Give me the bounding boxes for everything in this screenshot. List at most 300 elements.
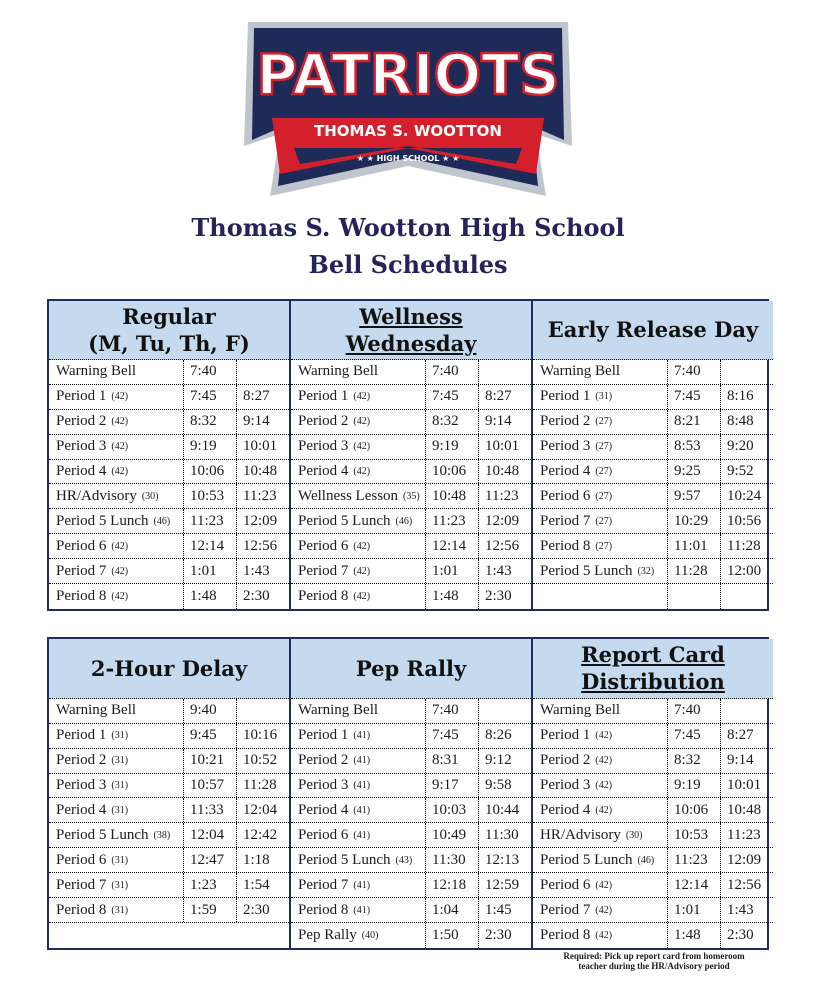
period-name xyxy=(49,724,183,748)
start-time: 9:19 xyxy=(183,435,236,459)
schedule-row xyxy=(533,385,773,410)
end-time: 8:27 xyxy=(720,724,773,748)
period-label: Period 5 Lunch xyxy=(540,562,633,579)
schedule-row xyxy=(533,848,773,873)
period-label: Period 4 xyxy=(540,462,591,479)
schedule-row xyxy=(291,435,531,460)
schedule-row xyxy=(49,848,289,873)
period-name xyxy=(49,484,183,508)
end-time: 12:04 xyxy=(236,798,289,822)
footnote-line: Required: Pick up report card from homeroom xyxy=(563,951,745,961)
end-time xyxy=(236,699,289,723)
period-minutes: (41) xyxy=(353,730,371,742)
start-time: 1:48 xyxy=(667,923,720,948)
end-time: 11:28 xyxy=(720,534,773,558)
period-label: Period 1 xyxy=(540,727,591,744)
end-time xyxy=(720,360,773,384)
schedule-title-line: Pep Rally xyxy=(355,655,467,681)
period-name xyxy=(49,360,183,384)
period-name xyxy=(533,898,667,922)
period-label: Warning Bell xyxy=(298,363,379,380)
period-label: Period 1 xyxy=(56,727,107,744)
schedule-row xyxy=(291,584,531,609)
logo-school: THOMAS S. WOOTTON xyxy=(314,122,502,140)
start-time: 12:18 xyxy=(425,873,478,897)
period-label: Period 7 xyxy=(56,876,107,893)
period-label: Wellness Lesson xyxy=(298,487,399,504)
end-time: 12:42 xyxy=(236,823,289,847)
schedule-title-line: Early Release Day xyxy=(547,317,759,343)
end-time: 8:48 xyxy=(720,410,773,434)
period-name xyxy=(49,873,183,897)
start-time: 12:47 xyxy=(183,848,236,872)
schedule-row xyxy=(533,774,773,799)
start-time: 10:03 xyxy=(425,798,478,822)
period-minutes: (41) xyxy=(353,879,371,891)
schedule-row xyxy=(49,410,289,435)
period-name xyxy=(49,848,183,872)
page-subtitle: Bell Schedules xyxy=(308,250,508,279)
period-name xyxy=(291,898,425,922)
period-label: Period 8 xyxy=(298,588,349,605)
period-minutes: (31) xyxy=(111,879,129,891)
start-time: 1:48 xyxy=(425,584,478,609)
start-time: 9:25 xyxy=(667,460,720,484)
period-label: Period 2 xyxy=(298,413,349,430)
schedule-row xyxy=(533,823,773,848)
period-name xyxy=(291,848,425,872)
period-name xyxy=(291,460,425,484)
period-minutes: (42) xyxy=(111,391,129,403)
schedule-row xyxy=(533,923,773,948)
end-time: 12:09 xyxy=(720,848,773,872)
logo-word: PATRIOTS xyxy=(256,43,560,108)
period-minutes: (42) xyxy=(111,416,129,428)
period-label: Period 8 xyxy=(56,588,107,605)
start-time: 7:40 xyxy=(667,360,720,384)
start-time: 7:45 xyxy=(425,724,478,748)
end-time: 10:48 xyxy=(720,798,773,822)
period-minutes: (42) xyxy=(353,416,371,428)
period-name xyxy=(533,559,667,583)
start-time: 10:06 xyxy=(425,460,478,484)
schedule-row xyxy=(291,923,531,948)
period-minutes: (32) xyxy=(637,565,655,577)
footnote xyxy=(520,951,788,971)
schedule-row xyxy=(49,360,289,385)
schedule-row xyxy=(291,410,531,435)
end-time: 1:54 xyxy=(236,873,289,897)
page-title: Thomas S. Wootton High School xyxy=(191,213,625,242)
schedule-row xyxy=(533,798,773,823)
start-time: 10:53 xyxy=(183,484,236,508)
schedule-row xyxy=(291,848,531,873)
schedule-title-line: Regular xyxy=(122,303,216,329)
schedule-row xyxy=(291,798,531,823)
period-label: Pep Rally xyxy=(298,927,357,944)
end-time: 10:48 xyxy=(236,460,289,484)
period-minutes: (46) xyxy=(637,854,655,866)
schedule-row xyxy=(291,559,531,584)
start-time: 11:23 xyxy=(183,509,236,533)
end-time: 8:16 xyxy=(720,385,773,409)
end-time: 1:43 xyxy=(236,559,289,583)
start-time: 10:49 xyxy=(425,823,478,847)
footnote-line: teacher during the HR/Advisory period xyxy=(578,961,730,971)
end-time: 2:30 xyxy=(478,923,531,948)
schedule-row xyxy=(533,410,773,435)
start-time: 1:48 xyxy=(183,584,236,609)
period-label: Period 3 xyxy=(56,777,107,794)
period-name xyxy=(291,699,425,723)
period-label: Period 8 xyxy=(540,537,591,554)
schedule-row xyxy=(533,699,773,724)
schedule-row xyxy=(291,509,531,534)
end-time: 12:09 xyxy=(236,509,289,533)
start-time: 12:14 xyxy=(667,873,720,897)
period-name xyxy=(533,534,667,558)
period-label: Period 2 xyxy=(298,752,349,769)
start-time: 11:30 xyxy=(425,848,478,872)
schedule-row xyxy=(49,823,289,848)
period-minutes: (41) xyxy=(353,755,371,767)
period-name xyxy=(291,534,425,558)
period-minutes: (42) xyxy=(353,441,371,453)
period-minutes: (42) xyxy=(353,465,371,477)
period-minutes: (42) xyxy=(595,780,613,792)
period-name xyxy=(533,848,667,872)
period-label: Period 7 xyxy=(298,876,349,893)
start-time: 1:50 xyxy=(425,923,478,948)
schedule-title-line: Wellness xyxy=(359,303,463,329)
period-label: Period 8 xyxy=(540,927,591,944)
period-name xyxy=(291,923,425,948)
period-label: Period 3 xyxy=(298,438,349,455)
schedule-row xyxy=(291,724,531,749)
logo-tagline: ★ ★ HIGH SCHOOL ★ ★ xyxy=(356,154,460,163)
end-time xyxy=(720,699,773,723)
end-time: 1:43 xyxy=(720,898,773,922)
period-label: Period 3 xyxy=(540,777,591,794)
period-name xyxy=(533,798,667,822)
period-minutes: (46) xyxy=(395,515,413,527)
period-name xyxy=(291,724,425,748)
end-time: 10:56 xyxy=(720,509,773,533)
period-minutes: (42) xyxy=(595,879,613,891)
start-time: 1:04 xyxy=(425,898,478,922)
period-label: Period 6 xyxy=(56,537,107,554)
schedule-row xyxy=(533,873,773,898)
end-time: 8:26 xyxy=(478,724,531,748)
period-name xyxy=(49,584,183,609)
period-label: Period 5 Lunch xyxy=(298,512,391,529)
end-time xyxy=(236,360,289,384)
period-minutes: (42) xyxy=(111,465,129,477)
schedule-title xyxy=(533,639,773,699)
period-label: Period 1 xyxy=(56,388,107,405)
period-label: Period 6 xyxy=(540,487,591,504)
period-name xyxy=(49,410,183,434)
start-time: 7:45 xyxy=(425,385,478,409)
period-label: Period 4 xyxy=(56,462,107,479)
period-label: Warning Bell xyxy=(540,702,621,719)
end-time: 2:30 xyxy=(478,584,531,609)
schedule-title xyxy=(533,301,773,360)
period-name xyxy=(49,774,183,798)
start-time: 9:45 xyxy=(183,724,236,748)
schedule-row xyxy=(49,584,289,609)
period-minutes: (31) xyxy=(111,730,129,742)
period-label: Period 2 xyxy=(56,413,107,430)
schedule-row xyxy=(49,385,289,410)
end-time: 12:09 xyxy=(478,509,531,533)
period-name xyxy=(533,460,667,484)
schedule-row xyxy=(533,724,773,749)
schedule-row xyxy=(291,484,531,509)
schedule-row xyxy=(49,699,289,724)
period-minutes: (27) xyxy=(595,465,613,477)
period-name xyxy=(291,798,425,822)
end-time: 10:44 xyxy=(478,798,531,822)
period-label: Period 5 Lunch xyxy=(540,851,633,868)
schedule-row xyxy=(49,923,289,948)
period-minutes: (41) xyxy=(353,804,371,816)
start-time: 9:40 xyxy=(183,699,236,723)
schedule-row xyxy=(291,699,531,724)
end-time xyxy=(720,584,773,609)
period-name xyxy=(49,823,183,847)
period-name xyxy=(291,749,425,773)
period-label: Period 1 xyxy=(540,388,591,405)
period-label: Period 7 xyxy=(298,562,349,579)
end-time: 12:56 xyxy=(720,873,773,897)
period-minutes: (42) xyxy=(595,930,613,942)
schedule-row xyxy=(291,873,531,898)
start-time: 1:01 xyxy=(183,559,236,583)
end-time: 1:43 xyxy=(478,559,531,583)
period-minutes: (31) xyxy=(111,854,129,866)
period-label: Period 3 xyxy=(298,777,349,794)
schedule-report-card xyxy=(531,639,773,948)
schedule-title xyxy=(49,301,289,360)
period-minutes: (27) xyxy=(595,490,613,502)
start-time: 7:40 xyxy=(183,360,236,384)
period-minutes: (42) xyxy=(595,730,613,742)
start-time: 7:40 xyxy=(425,699,478,723)
start-time: 10:06 xyxy=(667,798,720,822)
start-time: 8:31 xyxy=(425,749,478,773)
period-label: Period 8 xyxy=(298,901,349,918)
period-label: Warning Bell xyxy=(56,702,137,719)
end-time: 10:48 xyxy=(478,460,531,484)
start-time: 7:45 xyxy=(667,385,720,409)
period-label: Period 4 xyxy=(56,801,107,818)
schedule-row xyxy=(291,460,531,485)
end-time: 9:58 xyxy=(478,774,531,798)
period-minutes: (27) xyxy=(595,441,613,453)
period-minutes: (42) xyxy=(595,904,613,916)
period-label: Period 5 Lunch xyxy=(298,851,391,868)
start-time: 1:01 xyxy=(425,559,478,583)
period-label: Period 7 xyxy=(56,562,107,579)
start-time: 9:19 xyxy=(667,774,720,798)
schedule-row xyxy=(49,898,289,923)
schedule-wellness-wednesday xyxy=(289,301,531,609)
start-time: 12:14 xyxy=(183,534,236,558)
period-minutes: (42) xyxy=(353,540,371,552)
period-minutes: (30) xyxy=(141,490,159,502)
end-time xyxy=(478,360,531,384)
period-label: Period 2 xyxy=(540,752,591,769)
end-time: 8:27 xyxy=(478,385,531,409)
schedule-row xyxy=(533,435,773,460)
schedule-title-line: Wednesday xyxy=(345,330,477,356)
start-time: 12:14 xyxy=(425,534,478,558)
schedule-2-hour-delay xyxy=(49,639,289,948)
schedule-title xyxy=(291,639,531,699)
period-name xyxy=(49,534,183,558)
period-name xyxy=(49,749,183,773)
end-time: 9:20 xyxy=(720,435,773,459)
start-time: 11:01 xyxy=(667,534,720,558)
schedule-row xyxy=(49,724,289,749)
schedule-title-line: (M, Tu, Th, F) xyxy=(88,330,250,356)
period-minutes: (30) xyxy=(625,829,643,841)
end-time: 9:14 xyxy=(236,410,289,434)
period-name xyxy=(291,509,425,533)
schedule-row xyxy=(533,360,773,385)
period-name xyxy=(291,873,425,897)
period-minutes: (42) xyxy=(111,441,129,453)
period-name xyxy=(533,584,667,609)
period-label: Period 5 Lunch xyxy=(56,512,149,529)
schedule-title-line: Distribution xyxy=(581,669,725,695)
start-time: 7:40 xyxy=(425,360,478,384)
period-name xyxy=(533,724,667,748)
end-time: 12:00 xyxy=(720,559,773,583)
schedule-regular xyxy=(49,301,289,609)
period-name xyxy=(49,509,183,533)
schedule-title-line: Report Card xyxy=(581,642,725,668)
start-time: 8:32 xyxy=(183,410,236,434)
end-time: 11:23 xyxy=(720,823,773,847)
period-minutes: (31) xyxy=(111,904,129,916)
end-time: 2:30 xyxy=(720,923,773,948)
start-time: 10:06 xyxy=(183,460,236,484)
period-minutes: (40) xyxy=(361,930,379,942)
schedule-title-line: 2-Hour Delay xyxy=(90,655,248,681)
period-label: Period 7 xyxy=(540,512,591,529)
start-time: 8:32 xyxy=(425,410,478,434)
period-minutes: (31) xyxy=(595,391,613,403)
period-minutes: (27) xyxy=(595,515,613,527)
period-label: Warning Bell xyxy=(56,363,137,380)
period-name xyxy=(533,385,667,409)
period-minutes: (46) xyxy=(153,515,171,527)
end-time: 2:30 xyxy=(236,584,289,609)
end-time: 11:23 xyxy=(236,484,289,508)
start-time: 1:23 xyxy=(183,873,236,897)
period-minutes: (43) xyxy=(395,854,413,866)
schedule-grid-top xyxy=(47,299,769,611)
period-name xyxy=(49,699,183,723)
period-minutes: (42) xyxy=(111,591,129,603)
period-minutes: (42) xyxy=(595,804,613,816)
period-label: HR/Advisory xyxy=(540,826,621,843)
period-name xyxy=(533,774,667,798)
period-name xyxy=(49,559,183,583)
schedule-title xyxy=(49,639,289,699)
start-time: 8:32 xyxy=(667,749,720,773)
schedule-row xyxy=(49,873,289,898)
schedule-row xyxy=(49,534,289,559)
start-time: 11:23 xyxy=(667,848,720,872)
period-name xyxy=(49,798,183,822)
start-time: 9:57 xyxy=(667,484,720,508)
end-time: 12:13 xyxy=(478,848,531,872)
schedule-row xyxy=(49,559,289,584)
period-label: Period 3 xyxy=(56,438,107,455)
start-time: 10:57 xyxy=(183,774,236,798)
schedule-row xyxy=(533,460,773,485)
period-label: Period 7 xyxy=(540,901,591,918)
period-label: Period 1 xyxy=(298,727,349,744)
schedule-row xyxy=(49,509,289,534)
period-label: Period 2 xyxy=(540,413,591,430)
period-label: HR/Advisory xyxy=(56,487,137,504)
period-name xyxy=(49,385,183,409)
start-time: 9:19 xyxy=(425,435,478,459)
schedule-row xyxy=(49,460,289,485)
end-time: 9:52 xyxy=(720,460,773,484)
start-time: 11:28 xyxy=(667,559,720,583)
schedule-row xyxy=(49,484,289,509)
schedule-row xyxy=(533,509,773,534)
end-time: 1:45 xyxy=(478,898,531,922)
end-time: 10:52 xyxy=(236,749,289,773)
period-label: Period 4 xyxy=(298,462,349,479)
period-minutes: (41) xyxy=(353,829,371,841)
schedule-grid-bottom xyxy=(47,637,769,950)
start-time: 1:59 xyxy=(183,898,236,922)
period-minutes: (31) xyxy=(111,804,129,816)
period-name xyxy=(291,774,425,798)
period-name xyxy=(49,435,183,459)
period-label: Period 6 xyxy=(298,537,349,554)
period-minutes: (31) xyxy=(111,755,129,767)
start-time: 7:45 xyxy=(183,385,236,409)
schedule-pep-rally xyxy=(289,639,531,948)
schedule-row xyxy=(49,749,289,774)
end-time: 10:01 xyxy=(236,435,289,459)
start-time: 11:33 xyxy=(183,798,236,822)
start-time: 1:01 xyxy=(667,898,720,922)
period-label: Warning Bell xyxy=(540,363,621,380)
period-name xyxy=(291,360,425,384)
period-minutes: (42) xyxy=(353,565,371,577)
period-minutes: (31) xyxy=(111,780,129,792)
period-minutes: (41) xyxy=(353,780,371,792)
period-minutes: (35) xyxy=(403,490,420,502)
schedule-row xyxy=(533,898,773,923)
end-time: 10:16 xyxy=(236,724,289,748)
schedule-title xyxy=(291,301,531,360)
period-name xyxy=(291,823,425,847)
period-minutes: (42) xyxy=(111,540,129,552)
start-time: 10:21 xyxy=(183,749,236,773)
period-name xyxy=(533,509,667,533)
end-time: 9:12 xyxy=(478,749,531,773)
